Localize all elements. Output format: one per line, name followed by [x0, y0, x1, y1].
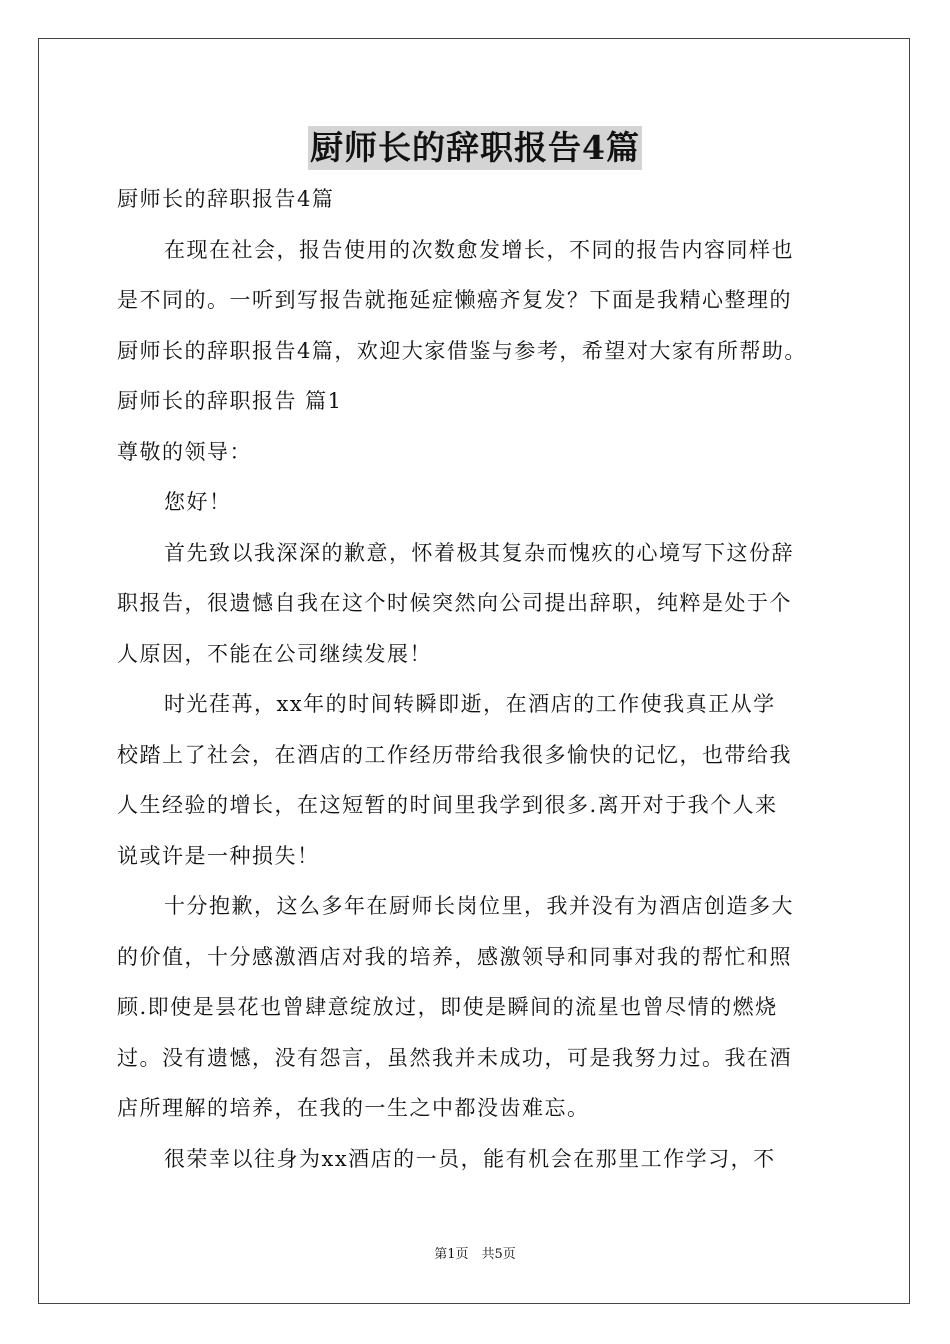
body-line: 的价值，十分感激酒店对我的培养，感激领导和同事对我的帮忙和照	[117, 944, 792, 969]
document-body	[117, 176, 847, 1186]
body-line: 首先致以我深深的歉意，怀着极其复杂而愧疚的心境写下这份辞	[164, 540, 794, 565]
body-line: 过。没有遗憾，没有怨言，虽然我并未成功，可是我努力过。我在酒	[117, 1045, 792, 1070]
body-line: 人原因，不能在公司继续发展！	[117, 641, 432, 666]
body-line: 十分抱歉，这么多年在厨师长岗位里，我并没有为酒店创造多大	[164, 894, 794, 918]
body-line: 说或许是一种损失！	[117, 843, 320, 868]
body-line: 厨师长的辞职报告 篇1	[117, 389, 343, 413]
body-line: 是不同的。一听到写报告就拖延症懒癌齐复发？下面是我精心整理的	[117, 288, 792, 312]
body-line: 校踏上了社会，在酒店的工作经历带给我很多愉快的记忆，也带给我	[117, 742, 792, 767]
page-footer: 第1页 共5页	[434, 1247, 516, 1262]
body-line: 时光荏苒，xx年的时间转瞬即逝，在酒店的工作使我真正从学	[164, 692, 776, 716]
body-line: 您好！	[164, 490, 232, 514]
body-line: 店所理解的培养，在我的一生之中都没齿难忘。	[117, 1096, 590, 1120]
title-container	[0, 126, 950, 170]
body-line: 人生经验的增长，在这短暂的时间里我学到很多.离开对于我个人来	[117, 793, 778, 817]
body-line: 厨师长的辞职报告4篇，欢迎大家借鉴与参考，希望对大家有所帮助。	[117, 338, 807, 363]
body-line: 顾.即使是昙花也曾肆意绽放过，即使是瞬间的流星也曾尽情的燃烧	[117, 995, 778, 1019]
body-line: 职报告，很遗憾自我在这个时候突然向公司提出辞职，纯粹是处于个	[117, 591, 792, 615]
document-title: 厨师长的辞职报告4篇	[308, 126, 642, 170]
body-line: 很荣幸以往身为xx酒店的一员，能有机会在那里工作学习，不	[164, 1146, 776, 1171]
body-line: 尊敬的领导：	[117, 439, 252, 464]
body-line: 厨师长的辞职报告4篇	[117, 187, 335, 211]
body-line: 在现在社会，报告使用的次数愈发增长，不同的报告内容同样也	[164, 237, 794, 262]
